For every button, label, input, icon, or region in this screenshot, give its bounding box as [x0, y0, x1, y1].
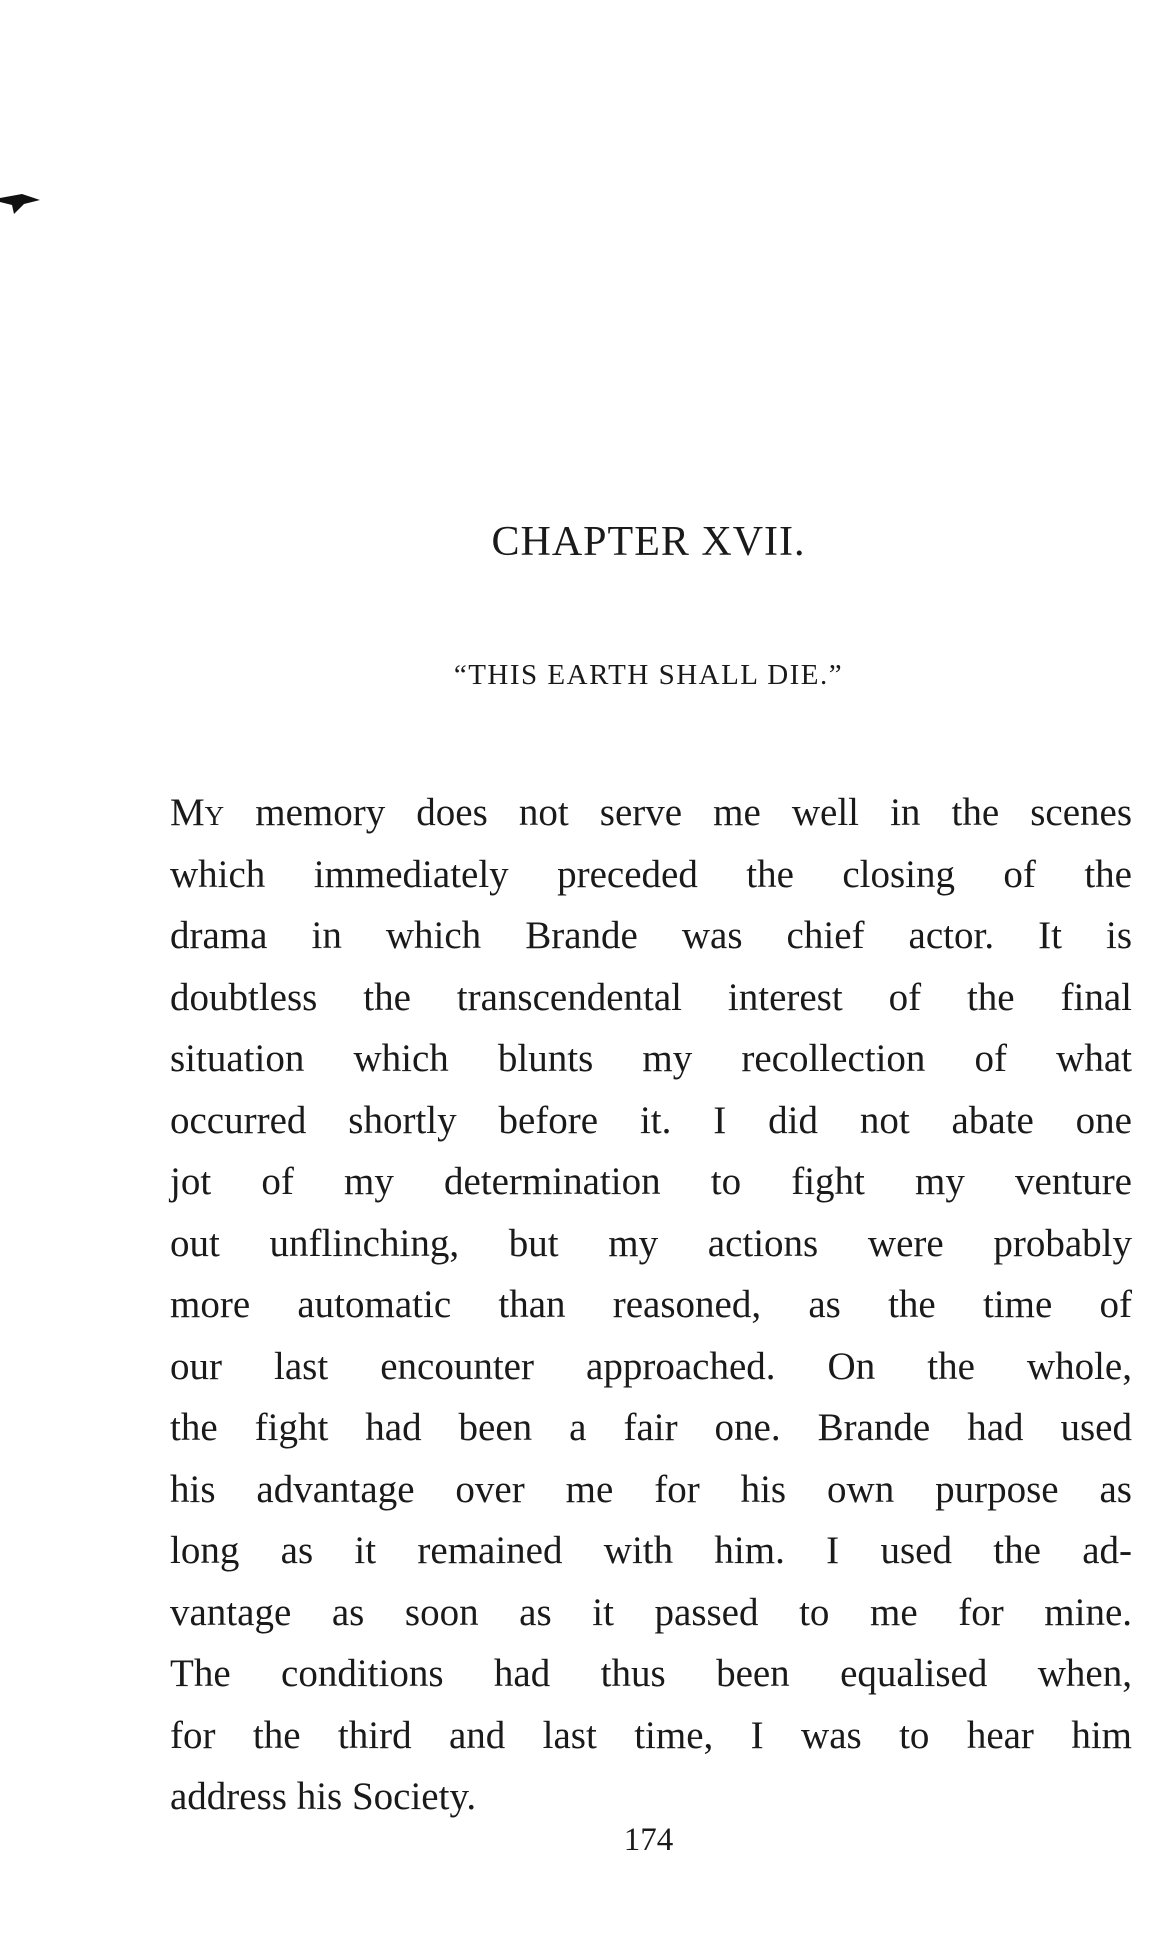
text-line [170, 782, 1132, 844]
text-line: long as it remained with him. I used the ad- [170, 1529, 1132, 1572]
text-line: occurred shortly before it. I did not abate one [170, 1098, 1132, 1142]
text-line: drama in which Brande was chief actor. It is [170, 914, 1132, 957]
text-line: jot of my determination to fight my venture [170, 1160, 1132, 1203]
text-line: more automatic than reasoned, as the time of [170, 1283, 1132, 1326]
chapter-heading: CHAPTER XVII. [491, 519, 806, 565]
chapter-subtitle: “THIS EARTH SHALL DIE.” [453, 659, 844, 691]
text-line: for the third and last time, I was to hear him [170, 1713, 1132, 1757]
text-line: our last encounter approached. On the whole, [170, 1344, 1132, 1388]
text-line: his advantage over me for his own purpose as [170, 1467, 1132, 1511]
text-line: vantage as soon as it passed to me for mine. [170, 1590, 1132, 1634]
text-line: the fight had been a fair one. Brande had used [170, 1406, 1132, 1449]
hand-pointer-icon [0, 188, 42, 216]
text-line: The conditions had thus been equalised when, [170, 1652, 1132, 1695]
text-line: out unflinching, but my actions were probably [170, 1221, 1132, 1265]
page-number: 174 [623, 1822, 674, 1858]
text-line: situation which blunts my recollection of what [170, 1037, 1132, 1080]
text-line-content: memory does not serve me well in the scenes [224, 791, 1132, 834]
text-line: address his Society. [170, 1775, 477, 1818]
text-line: doubtless the transcendental interest of the final [170, 975, 1132, 1019]
text-line: which immediately preceded the closing of the [170, 852, 1132, 896]
drop-word: My [170, 791, 225, 834]
body-paragraph [170, 782, 1132, 1828]
